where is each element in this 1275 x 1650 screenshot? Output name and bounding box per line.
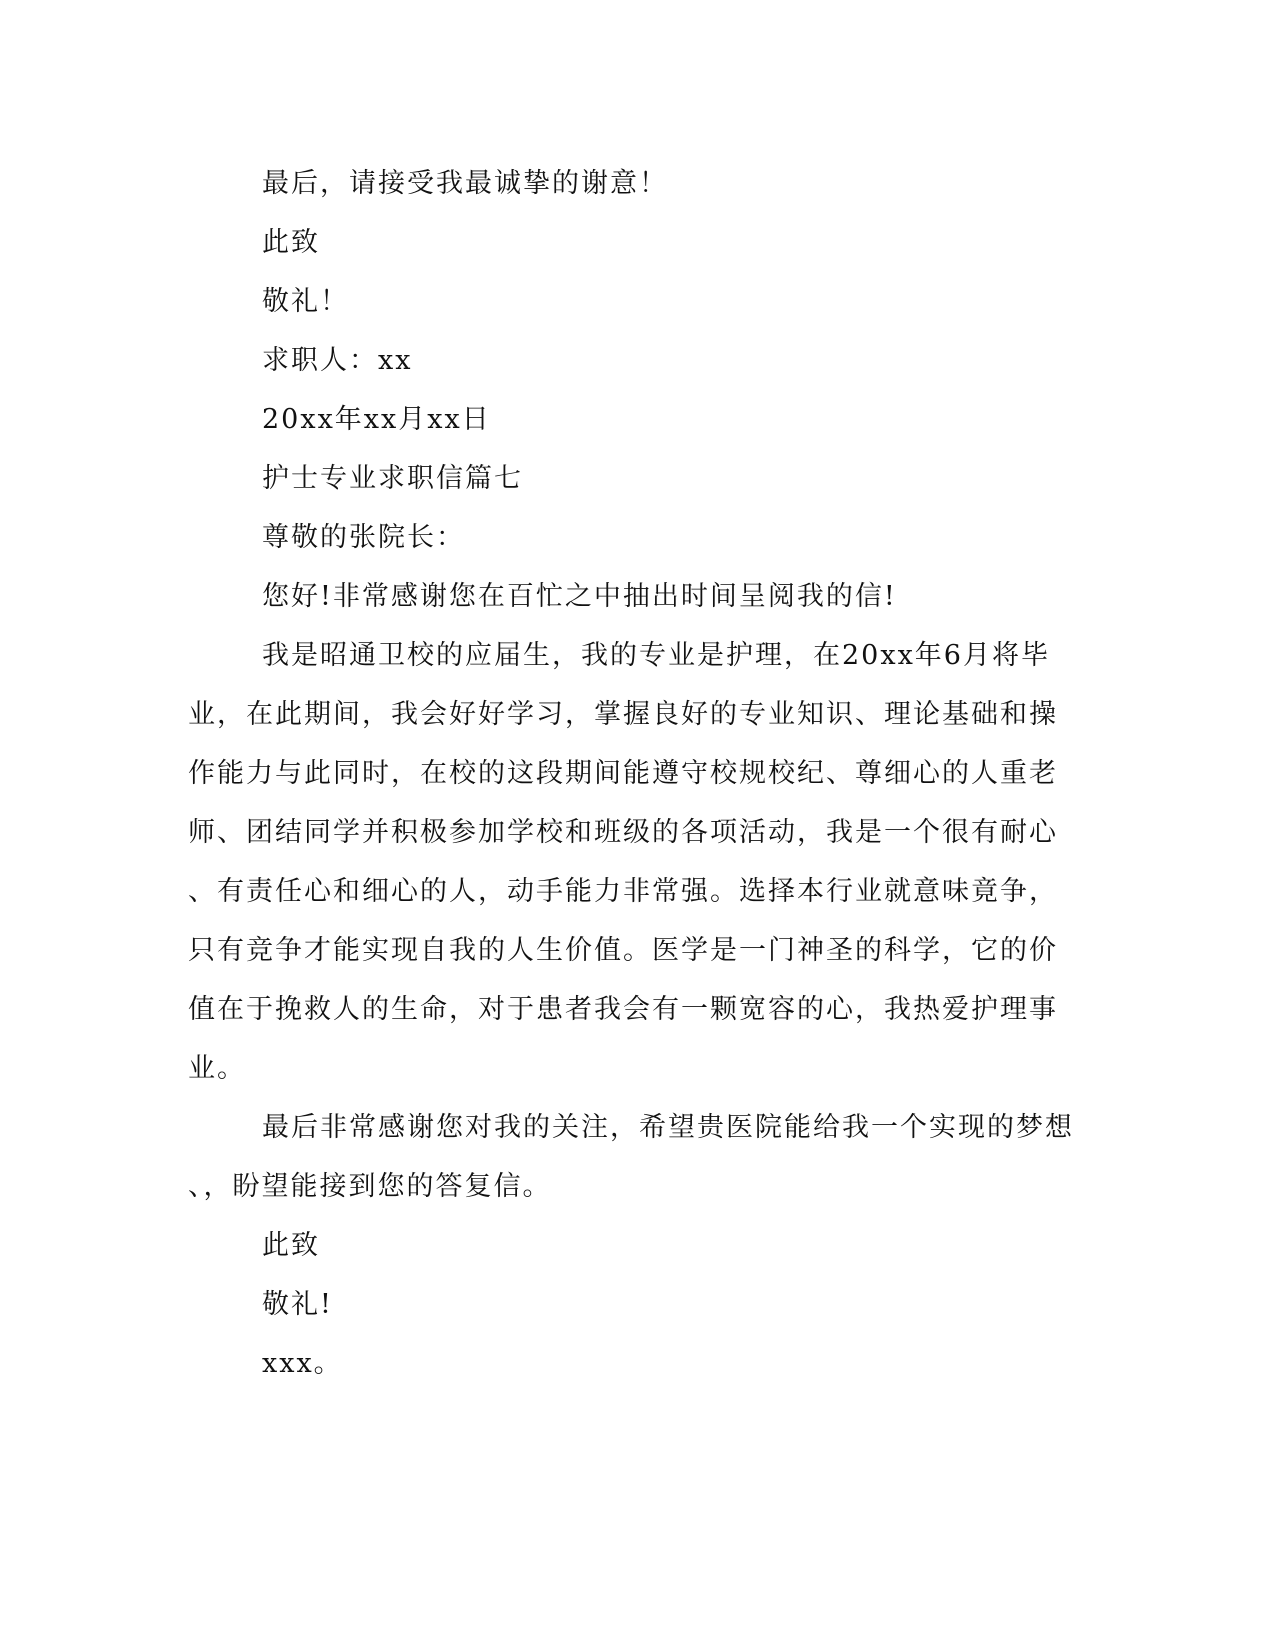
letter-date: 20xx年xx月xx日 <box>262 404 491 435</box>
closing-thanks: 最后，请接受我最诚挚的谢意！ <box>262 168 668 199</box>
salutation-line-2: 敬礼! <box>262 1289 333 1320</box>
letter-opening: 您好!非常感谢您在百忙之中抽出时间呈阅我的信! <box>262 581 897 612</box>
salutation-line-1: 此致 <box>262 1230 320 1261</box>
closing-line: 、，盼望能接到您的答复信。 <box>188 1171 552 1202</box>
body-line: 作能力与此同时，在校的这段期间能遵守校规校纪、尊细心的人重老 <box>188 758 1058 789</box>
body-line: 业，在此期间，我会好好学习，掌握良好的专业知识、理论基础和操 <box>188 699 1058 730</box>
closing-line: 最后非常感谢您对我的关注，希望贵医院能给我一个实现的梦想 <box>262 1112 1074 1143</box>
body-line: 值在于挽救人的生命，对于患者我会有一颗宽容的心，我热爱护理事 <box>188 994 1058 1025</box>
signature: xxx。 <box>262 1348 343 1379</box>
body-line: 师、团结同学并积极参加学校和班级的各项活动，我是一个很有耐心 <box>188 817 1058 848</box>
body-line: 业。 <box>188 1053 246 1084</box>
letter-greeting: 尊敬的张院长： <box>262 522 465 553</box>
applicant-name: 求职人：xx <box>262 345 413 376</box>
section-heading: 护士专业求职信篇七 <box>262 463 523 494</box>
body-line: 我是昭通卫校的应届生，我的专业是护理，在20xx年6月将毕 <box>262 640 1050 671</box>
salutation-line-1: 此致 <box>262 227 320 258</box>
body-line: 只有竞争才能实现自我的人生价值。医学是一门神圣的科学，它的价 <box>188 935 1058 966</box>
body-line: 、有责任心和细心的人，动手能力非常强。选择本行业就意味竟争， <box>188 876 1058 907</box>
salutation-line-2: 敬礼！ <box>262 286 349 317</box>
